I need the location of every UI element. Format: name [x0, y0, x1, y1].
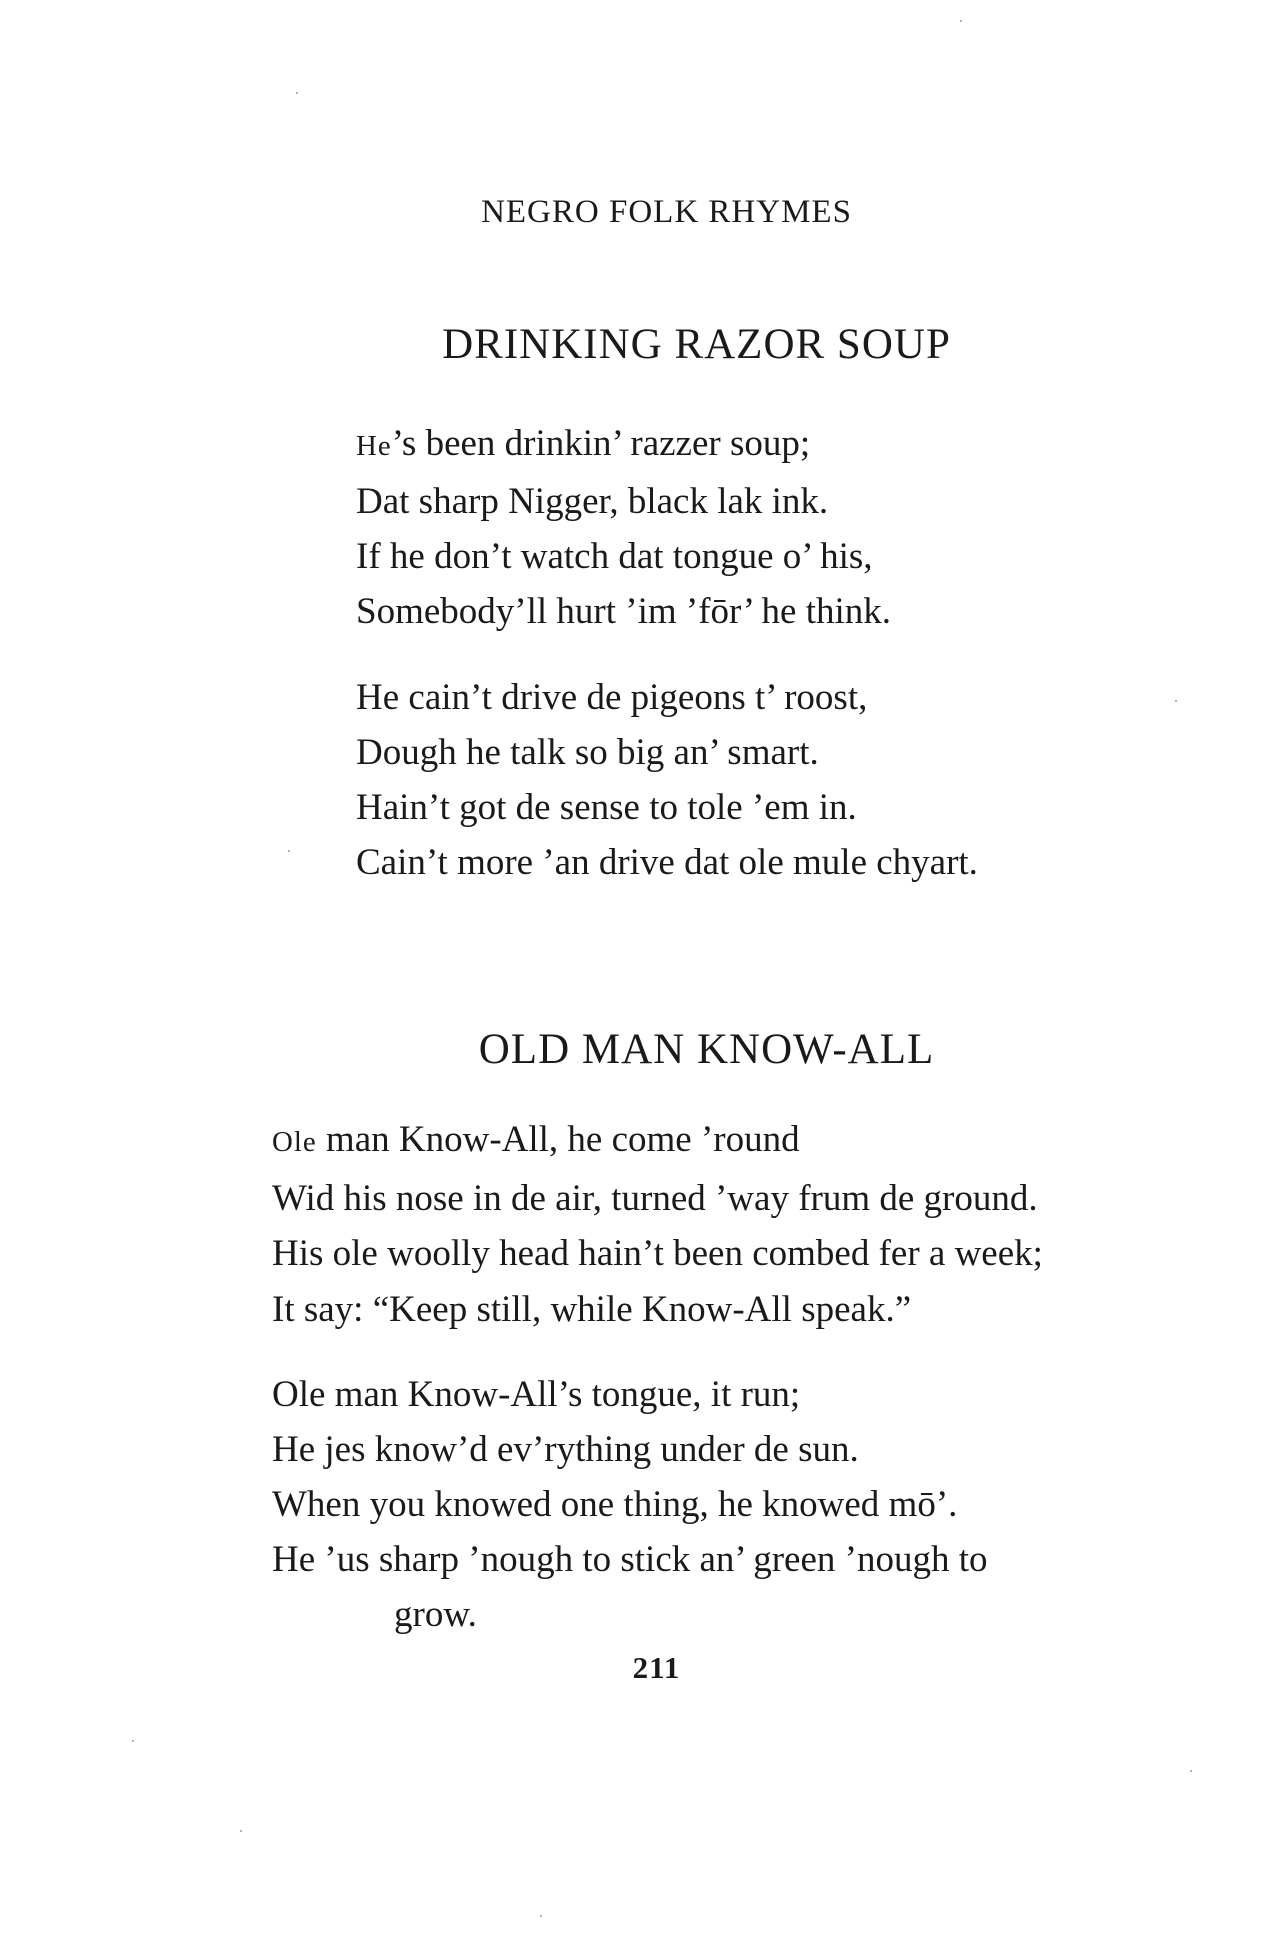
verse-line: Hain’t got de sense to tole ’em in.: [356, 787, 857, 828]
verse-line-runover: grow.: [394, 1594, 477, 1635]
verse-line: He cain’t drive de pigeons t’ roost,: [356, 677, 868, 718]
stanza: [356, 416, 891, 639]
verse-line: Somebody’ll hurt ’im ’fōr’ he think.: [356, 591, 892, 632]
stanza: [356, 670, 978, 890]
verse-line: Ole man Know-All’s tongue, it run;: [272, 1374, 801, 1415]
verse-line: Dough he talk so big an’ smart.: [356, 732, 819, 773]
verse-line: It say: “Keep still, while Know-All speak.”: [272, 1288, 912, 1330]
paper-speck: [960, 20, 962, 22]
verse-line: Ole man Know-All, he come ’round: [272, 1119, 800, 1160]
page-number: 211: [632, 1650, 681, 1685]
small-caps-lead: Ole: [272, 1126, 317, 1158]
verse-line: He jes know’d ev’rything under de sun.: [272, 1429, 859, 1470]
stanza: [272, 1112, 1043, 1337]
paper-speck: [540, 1915, 542, 1917]
verse-line: Cain’t more ’an drive dat ole mule chyart.: [356, 842, 978, 883]
verse-line: Wid his nose in de air, turned ’way frum de ground.: [272, 1177, 1038, 1219]
verse-line: Dat sharp Nigger, black lak ink.: [356, 481, 829, 522]
stanza: [272, 1367, 988, 1642]
verse-line: He ’us sharp ’nough to stick an’ green ’nough to: [272, 1539, 988, 1580]
small-caps-lead: He: [356, 430, 392, 462]
verse-line: He’s been drinkin’ razzer soup;: [356, 423, 811, 464]
paper-speck: [1190, 1770, 1192, 1772]
paper-speck: [296, 92, 298, 94]
paper-speck: [288, 850, 290, 852]
paper-speck: [132, 1740, 134, 1742]
poem-title-drinking-razor-soup: DRINKING RAZOR SOUP: [442, 321, 951, 368]
running-head: NEGRO FOLK RHYMES: [481, 194, 852, 230]
verse-line: When you knowed one thing, he knowed mō’.: [272, 1484, 958, 1525]
paper-speck: [1175, 700, 1177, 702]
verse-line: If he don’t watch dat tongue o’ his,: [356, 536, 873, 577]
paper-speck: [240, 1830, 242, 1832]
poem-title-old-man-know-all: OLD MAN KNOW-ALL: [478, 1026, 935, 1073]
verse-line: His ole woolly head hain’t been combed fer a week;: [272, 1233, 1043, 1274]
